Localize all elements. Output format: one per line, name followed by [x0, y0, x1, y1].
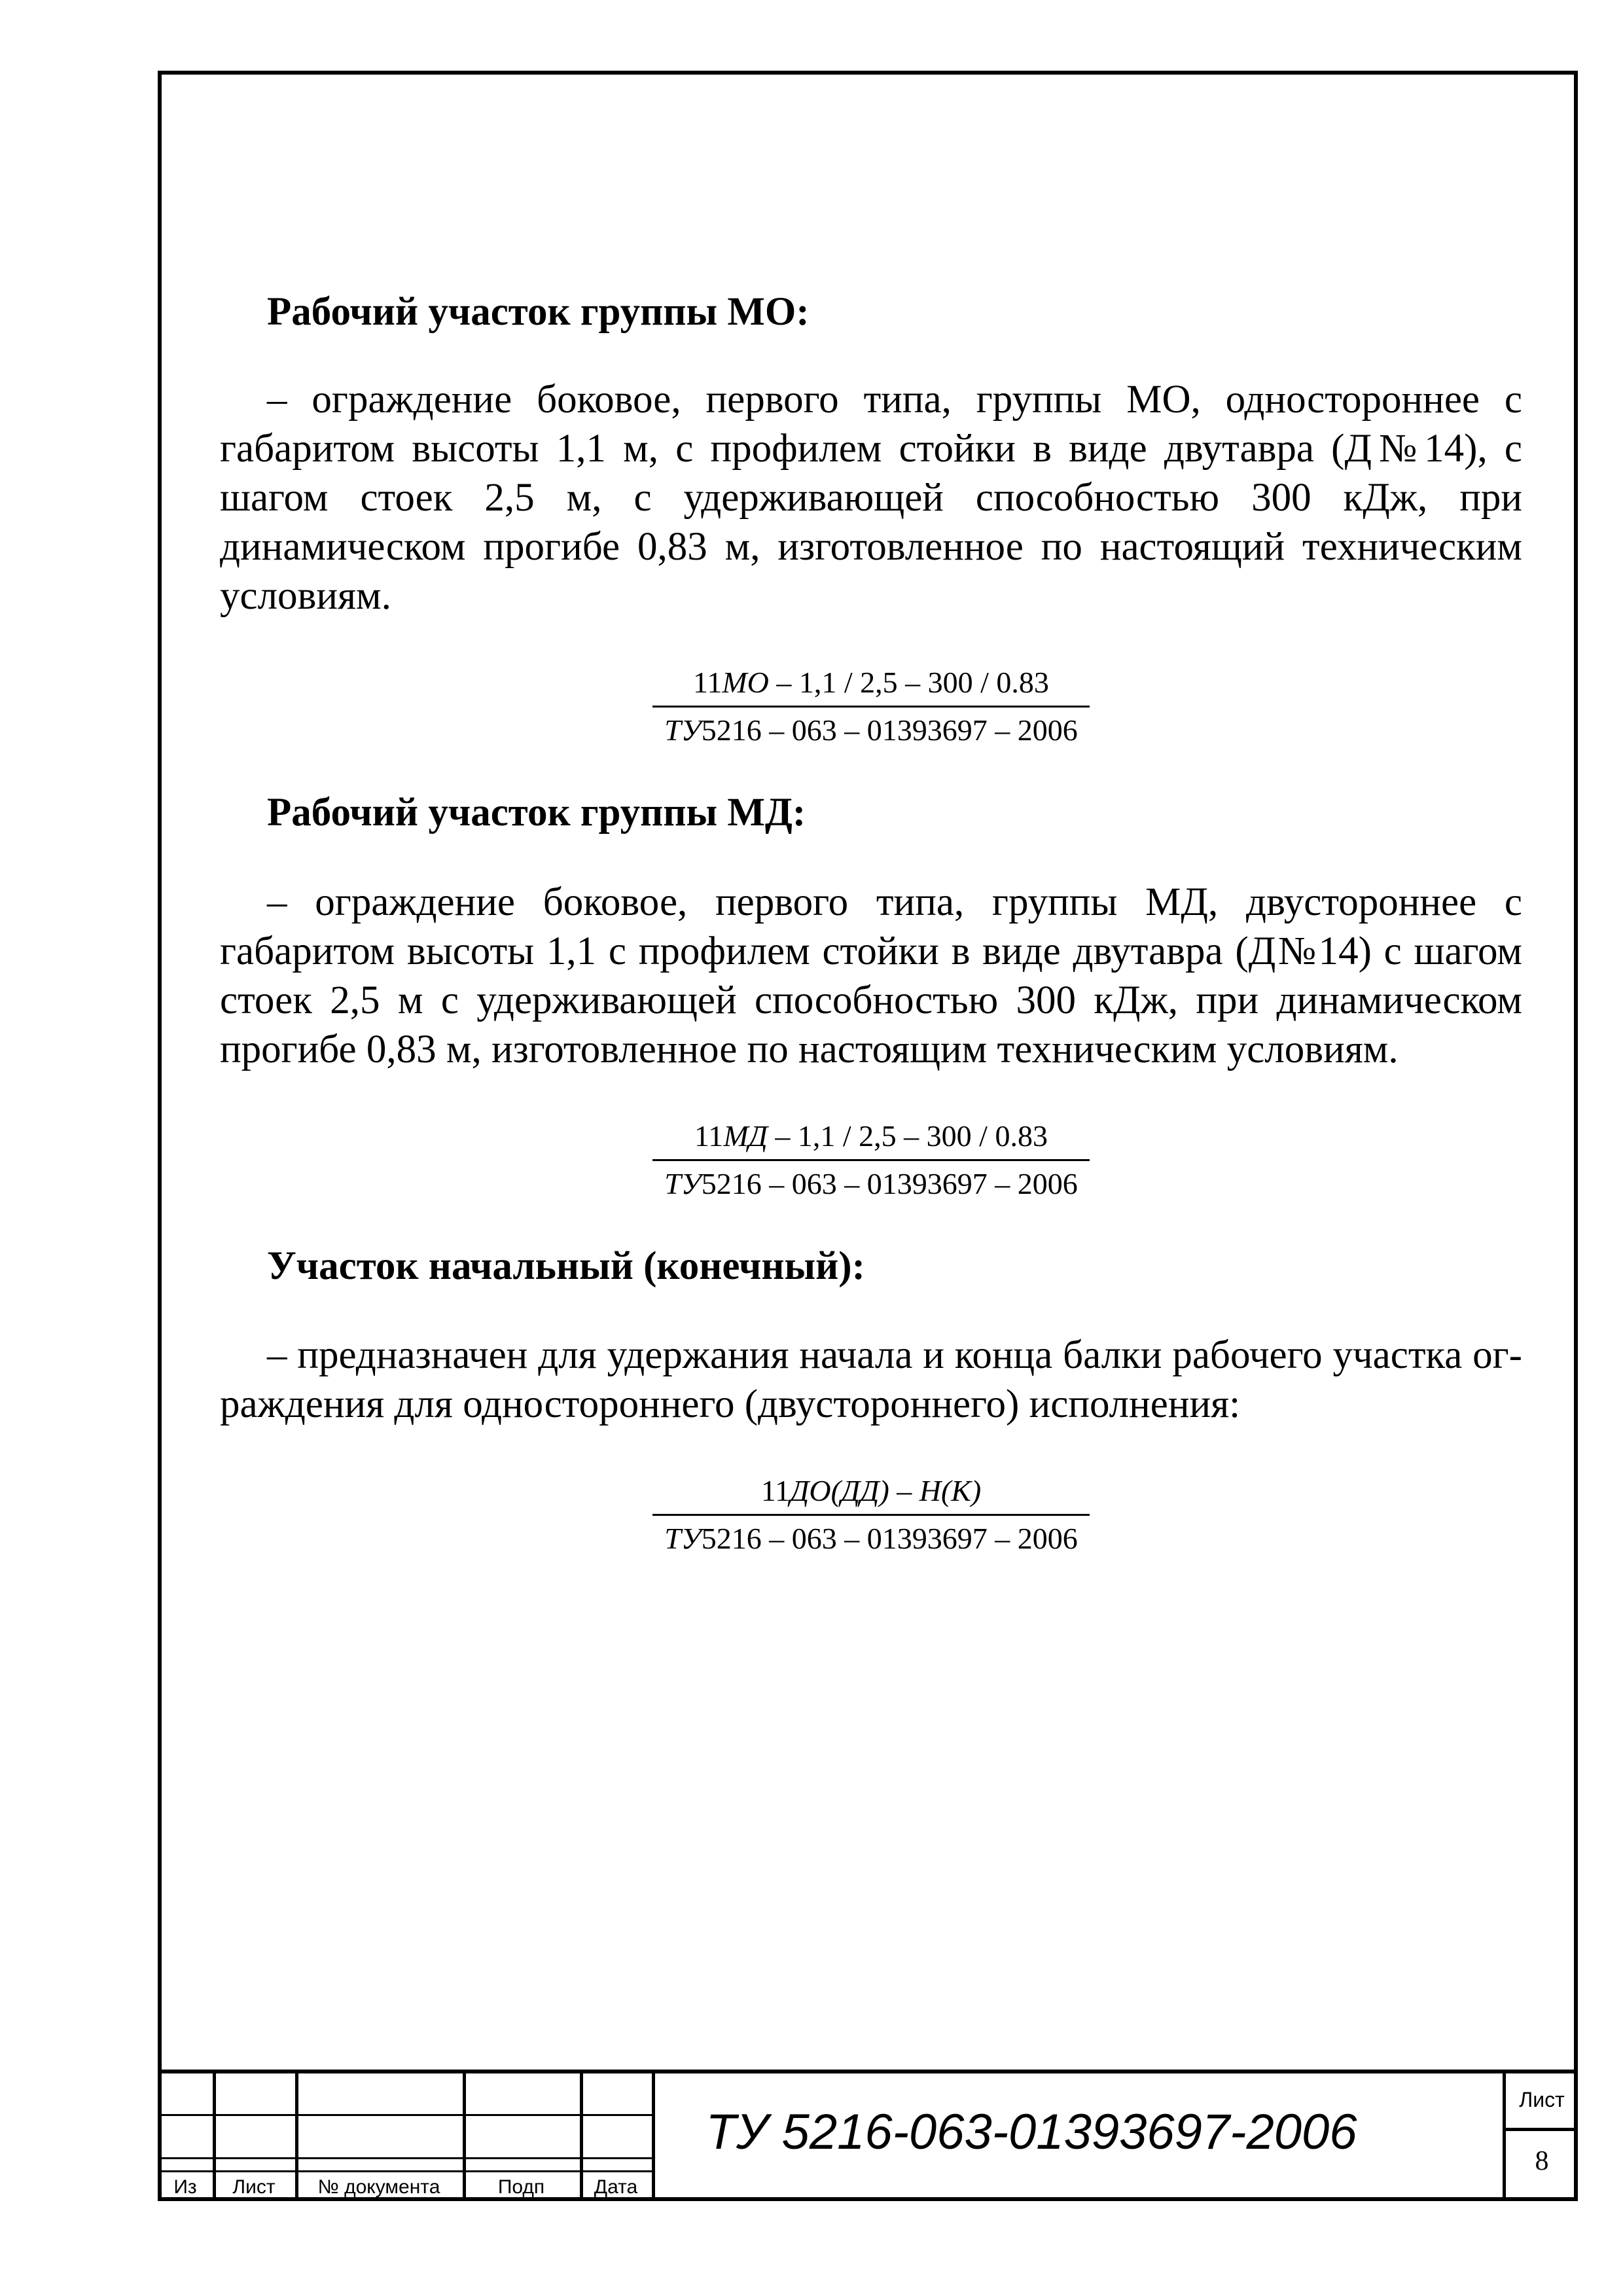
label-change: Из — [173, 2176, 197, 2198]
title-block — [158, 2070, 1578, 2201]
formula-denominator: ТУ5216 – 063 – 01393697 – 2006 — [652, 1514, 1090, 1559]
label-signature: Подп — [497, 2176, 545, 2198]
label-document-number: № документа — [317, 2176, 440, 2198]
sheet-cell-line — [1503, 2128, 1574, 2131]
formula-denominator: ТУ5216 – 063 – 01393697 – 2006 — [652, 1159, 1090, 1204]
title-block-row-line — [158, 2157, 653, 2159]
section-text-terminal: – предназначен для удержания начала и конца балки рабочего участка ограждения для одностороннего (двустороннего) исполнения: — [220, 1333, 1522, 1427]
title-block-row-line — [158, 2114, 653, 2116]
title-block-row-line — [158, 2170, 653, 2172]
title-block-divider — [1503, 2073, 1506, 2201]
section-heading-terminal: Участок начальный (конечный): — [267, 1244, 865, 1288]
formula-md — [220, 1116, 1522, 1204]
sheet-label: Лист — [1519, 2088, 1565, 2111]
section-heading-md: Рабочий участок группы МД: — [267, 791, 806, 835]
section-text-md: – ограждение боковое, первого типа, группы МД, двустороннее с габаритом высоты 1,1 с профилем стойки в виде двутавра (Д№14) с шагом стоек 2,5 м с удерживающей способностью 300 кДж, при динамическом прогибе 0,83 м, изготовленное по настоящим техническим условиям. — [220, 880, 1522, 1071]
formula-numerator: 11МД – 1,1 / 2,5 – 300 / 0.83 — [694, 1119, 1048, 1153]
formula-numerator: 11МО – 1,1 / 2,5 – 300 / 0.83 — [693, 666, 1049, 700]
formula-terminal — [220, 1471, 1522, 1559]
document-body — [220, 288, 1522, 1559]
formula-denominator: ТУ5216 – 063 – 01393697 – 2006 — [652, 706, 1090, 751]
section-text-mo: – ограждение боковое, первого типа, группы МО, одностороннее с габаритом высоты 1,1 м, с профилем стойки в виде двутавра (Д№14), с шагом стоек 2,5 м, с удерживающей способностью 300 кДж, при динамическом прогибе 0,83 м, изготовленное по настоящий техническим условиям. — [220, 378, 1522, 619]
formula-mo — [220, 662, 1522, 751]
sheet-number: 8 — [1535, 2146, 1549, 2176]
section-heading-mo: Рабочий участок группы МО: — [267, 290, 810, 334]
formula-numerator: 11ДО(ДД) – Н(К) — [760, 1474, 982, 1508]
label-date: Дата — [594, 2176, 638, 2198]
label-sheet: Лист — [232, 2176, 276, 2198]
document-designation: ТУ 5216-063-01393697-2006 — [705, 2104, 1357, 2160]
